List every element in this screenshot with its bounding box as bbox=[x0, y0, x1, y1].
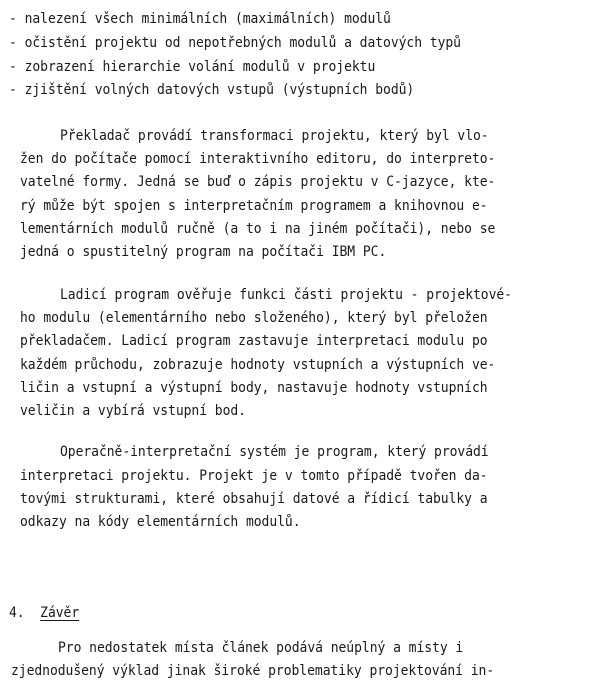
list-item: - očistění projektu od nepotřebných modulů a datových typů bbox=[9, 35, 461, 51]
text-line: zjednodušený výklad jinak široké problematiky projektování in- bbox=[11, 663, 495, 679]
text-line: žen do počítače pomocí interaktivního editoru, do interpreto- bbox=[20, 151, 496, 167]
text-line: ho modulu (elementárního nebo složeného), který byl přeložen bbox=[20, 310, 488, 326]
text-line: každém průchodu, zobrazuje hodnoty vstupních a výstupních ve- bbox=[20, 357, 496, 373]
text-line: veličin a vybírá vstupní bod. bbox=[20, 403, 246, 419]
text-line: rý může být spojen s interpretačním programem a knihovnou e- bbox=[20, 198, 488, 214]
text-line: jedná o spustitelný program na počítači IBM PC. bbox=[20, 244, 387, 260]
section-number: 4. bbox=[9, 605, 25, 621]
list-item: - nalezení všech minimálních (maximálních) modulů bbox=[9, 11, 391, 27]
text-line: Pro nedostatek místa článek podává neúplný a místy i bbox=[58, 640, 464, 656]
text-line: Operačně-interpretační systém je program, který provádí bbox=[60, 444, 489, 460]
text-line: překladačem. Ladicí program zastavuje interpretaci modulu po bbox=[20, 333, 488, 349]
text-line: Překladač provádí transformaci projektu, který byl vlo- bbox=[60, 128, 489, 144]
section-title: Závěr bbox=[40, 605, 80, 621]
list-item: - zobrazení hierarchie volání modulů v projektu bbox=[9, 59, 376, 75]
text-line: ličin a vstupní a výstupní body, nastavuje hodnoty vstupních bbox=[20, 380, 488, 396]
text-line: Ladicí program ověřuje funkci části projektu - projektové- bbox=[60, 287, 512, 303]
section-heading bbox=[9, 603, 79, 623]
text-line: odkazy na kódy elementárních modulů. bbox=[20, 514, 301, 530]
text-line: lementárních modulů ručně (a to i na jiném počítači), nebo se bbox=[20, 221, 496, 237]
list-item: - zjištění volných datových vstupů (výstupních bodů) bbox=[9, 82, 415, 98]
text-line: interpretaci projektu. Projekt je v tomto případě tvořen da- bbox=[20, 468, 488, 484]
text-line: vatelné formy. Jedná se buď o zápis projektu v C-jazyce, kte- bbox=[20, 174, 496, 190]
text-line: tovými strukturami, které obsahují datové a řídicí tabulky a bbox=[20, 491, 488, 507]
